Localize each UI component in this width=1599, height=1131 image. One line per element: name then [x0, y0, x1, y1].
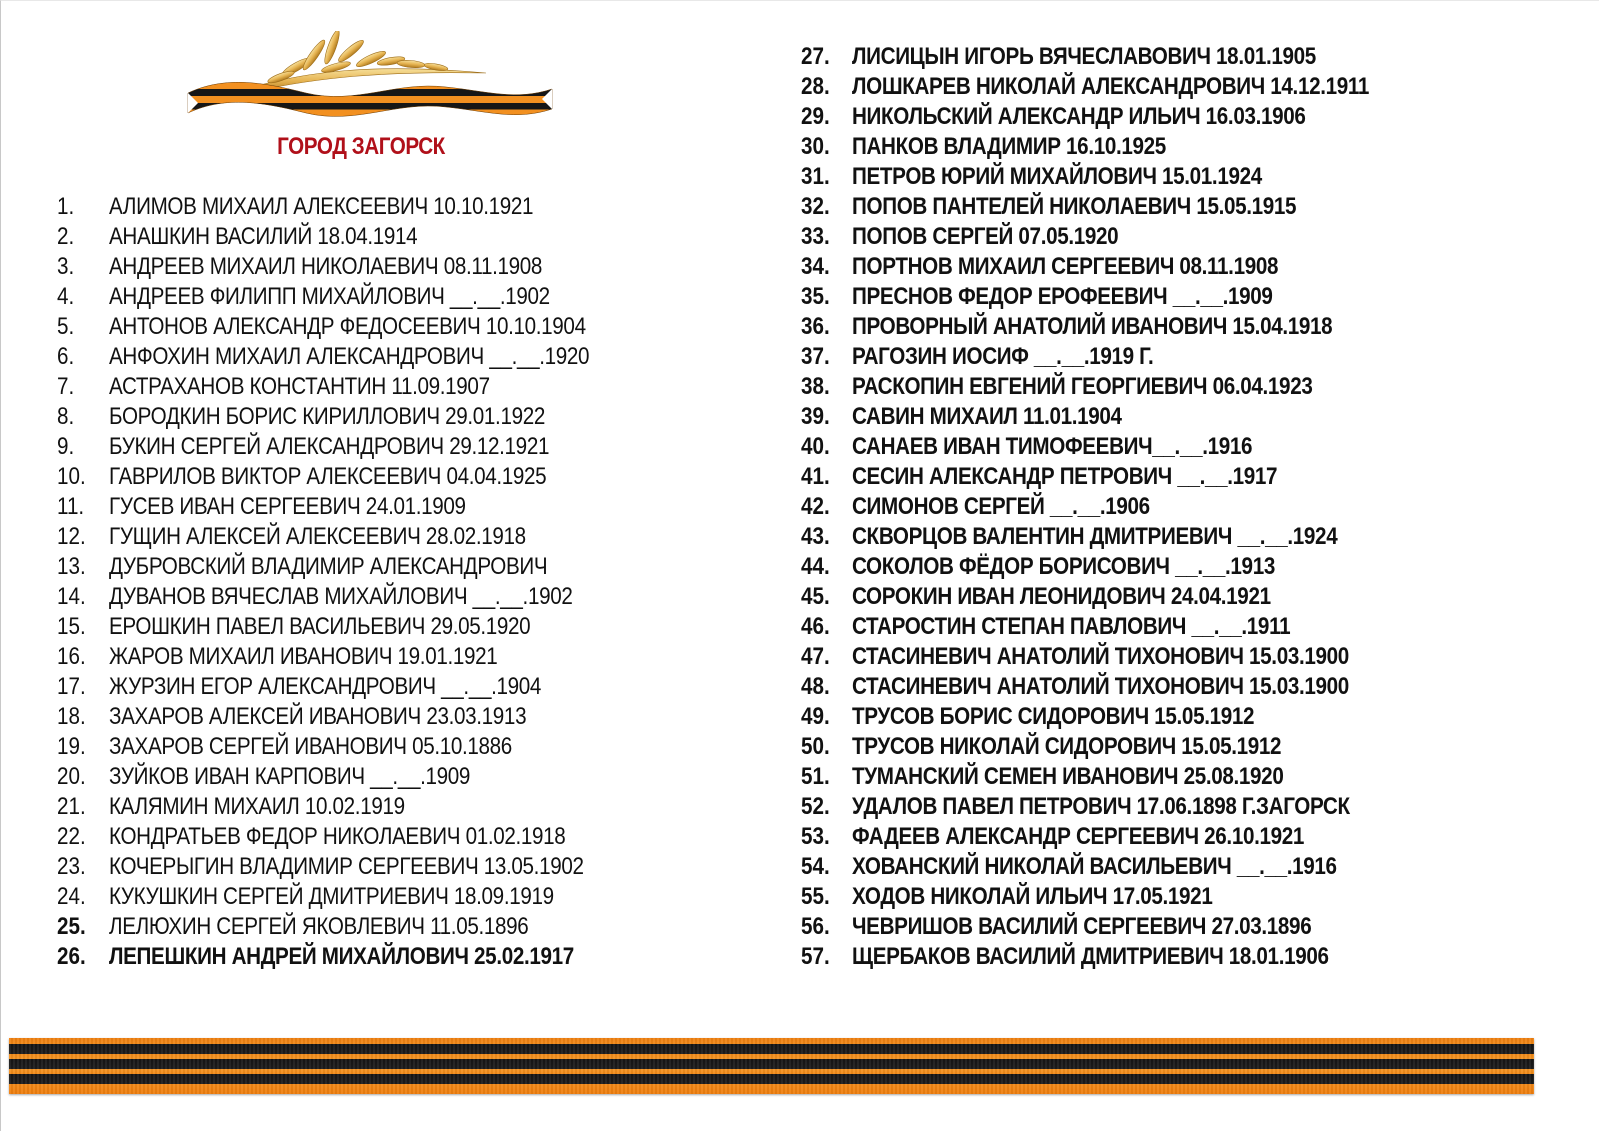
item-name-date: АНФОХИН МИХАИЛ АЛЕКСАНДРОВИЧ __.__.1920 [109, 343, 590, 370]
item-name-date: ГУСЕВ ИВАН СЕРГЕЕВИЧ 24.01.1909 [109, 493, 466, 520]
item-number: 21. [57, 793, 86, 820]
item-number: 4. [57, 283, 75, 310]
laurel-ribbon-icon [186, 31, 556, 121]
item-number: 19. [57, 733, 86, 760]
item-number: 34. [801, 253, 830, 280]
item-name-date: ЗАХАРОВ АЛЕКСЕЙ ИВАНОВИЧ 23.03.1913 [109, 703, 527, 730]
item-name-date: БОРОДКИН БОРИС КИРИЛЛОВИЧ 29.01.1922 [109, 403, 545, 430]
item-number: 48. [801, 673, 830, 700]
item-number: 1. [57, 193, 75, 220]
item-name-date: ТРУСОВ БОРИС СИДОРОВИЧ 15.05.1912 [852, 703, 1255, 730]
item-name-date: КОЧЕРЫГИН ВЛАДИМИР СЕРГЕЕВИЧ 13.05.1902 [109, 853, 584, 880]
item-number: 17. [57, 673, 86, 700]
item-number: 41. [801, 463, 830, 490]
item-number: 26. [57, 943, 86, 970]
item-number: 55. [801, 883, 830, 910]
item-name-date: ЛИСИЦЫН ИГОРЬ ВЯЧЕСЛАВОВИЧ 18.01.1905 [852, 43, 1316, 70]
item-name-date: КОНДРАТЬЕВ ФЕДОР НИКОЛАЕВИЧ 01.02.1918 [109, 823, 566, 850]
item-name-date: ЛОШКАРЕВ НИКОЛАЙ АЛЕКСАНДРОВИЧ 14.12.1911 [852, 73, 1370, 100]
item-number: 35. [801, 283, 830, 310]
item-name-date: САНАЕВ ИВАН ТИМОФЕЕВИЧ__.__.1916 [852, 433, 1253, 460]
item-name-date: ГАВРИЛОВ ВИКТОР АЛЕКСЕЕВИЧ 04.04.1925 [109, 463, 547, 490]
item-name-date: СТАРОСТИН СТЕПАН ПАВЛОВИЧ __.__.1911 [852, 613, 1291, 640]
item-name-date: ПАНКОВ ВЛАДИМИР 16.10.1925 [852, 133, 1166, 160]
item-number: 7. [57, 373, 75, 400]
item-name-date: АЛИМОВ МИХАИЛ АЛЕКСЕЕВИЧ 10.10.1921 [109, 193, 534, 220]
item-name-date: КУКУШКИН СЕРГЕЙ ДМИТРИЕВИЧ 18.09.1919 [109, 883, 554, 910]
item-number: 22. [57, 823, 86, 850]
item-number: 2. [57, 223, 75, 250]
item-name-date: ТРУСОВ НИКОЛАЙ СИДОРОВИЧ 15.05.1912 [852, 733, 1282, 760]
item-number: 13. [57, 553, 86, 580]
item-number: 49. [801, 703, 830, 730]
item-name-date: АСТРАХАНОВ КОНСТАНТИН 11.09.1907 [109, 373, 490, 400]
item-name-date: ТУМАНСКИЙ СЕМЕН ИВАНОВИЧ 25.08.1920 [852, 763, 1284, 790]
item-name-date: ЧЕВРИШОВ ВАСИЛИЙ СЕРГЕЕВИЧ 27.03.1896 [852, 913, 1312, 940]
item-name-date: РАГОЗИН ИОСИФ __.__.1919 Г. [852, 343, 1154, 370]
item-name-date: ДУВАНОВ ВЯЧЕСЛАВ МИХАЙЛОВИЧ __.__.1902 [109, 583, 573, 610]
item-number: 10. [57, 463, 86, 490]
city-title: ГОРОД ЗАГОРСК [277, 133, 445, 160]
item-number: 3. [57, 253, 75, 280]
item-name-date: ЖУРЗИН ЕГОР АЛЕКСАНДРОВИЧ __.__.1904 [109, 673, 542, 700]
item-name-date: СИМОНОВ СЕРГЕЙ __.__.1906 [852, 493, 1150, 520]
item-number: 44. [801, 553, 830, 580]
item-number: 8. [57, 403, 75, 430]
item-number: 23. [57, 853, 86, 880]
item-name-date: РАСКОПИН ЕВГЕНИЙ ГЕОРГИЕВИЧ 06.04.1923 [852, 373, 1313, 400]
item-number: 27. [801, 43, 830, 70]
item-name-date: ПОПОВ ПАНТЕЛЕЙ НИКОЛАЕВИЧ 15.05.1915 [852, 193, 1297, 220]
item-number: 16. [57, 643, 86, 670]
item-number: 38. [801, 373, 830, 400]
item-name-date: САВИН МИХАИЛ 11.01.1904 [852, 403, 1122, 430]
item-name-date: ЕРОШКИН ПАВЕЛ ВАСИЛЬЕВИЧ 29.05.1920 [109, 613, 531, 640]
item-name-date: ПОПОВ СЕРГЕЙ 07.05.1920 [852, 223, 1119, 250]
item-name-date: ХОВАНСКИЙ НИКОЛАЙ ВАСИЛЬЕВИЧ __.__.1916 [852, 853, 1337, 880]
item-number: 43. [801, 523, 830, 550]
item-name-date: АНТОНОВ АЛЕКСАНДР ФЕДОСЕЕВИЧ 10.10.1904 [109, 313, 586, 340]
item-name-date: БУКИН СЕРГЕЙ АЛЕКСАНДРОВИЧ 29.12.1921 [109, 433, 550, 460]
item-number: 53. [801, 823, 830, 850]
item-number: 52. [801, 793, 830, 820]
item-number: 14. [57, 583, 86, 610]
item-name-date: ЛЕПЕШКИН АНДРЕЙ МИХАЙЛОВИЧ 25.02.1917 [109, 943, 574, 970]
item-number: 15. [57, 613, 86, 640]
item-number: 36. [801, 313, 830, 340]
item-number: 50. [801, 733, 830, 760]
item-number: 12. [57, 523, 86, 550]
item-name-date: ЖАРОВ МИХАИЛ ИВАНОВИЧ 19.01.1921 [109, 643, 498, 670]
item-number: 37. [801, 343, 830, 370]
item-name-date: ПОРТНОВ МИХАИЛ СЕРГЕЕВИЧ 08.11.1908 [852, 253, 1279, 280]
item-name-date: УДАЛОВ ПАВЕЛ ПЕТРОВИЧ 17.06.1898 Г.ЗАГОРСК [852, 793, 1350, 820]
item-number: 45. [801, 583, 830, 610]
item-number: 51. [801, 763, 830, 790]
item-number: 32. [801, 193, 830, 220]
item-number: 24. [57, 883, 86, 910]
item-name-date: ЗАХАРОВ СЕРГЕЙ ИВАНОВИЧ 05.10.1886 [109, 733, 512, 760]
item-number: 42. [801, 493, 830, 520]
item-name-date: ФАДЕЕВ АЛЕКСАНДР СЕРГЕЕВИЧ 26.10.1921 [852, 823, 1305, 850]
item-name-date: СЕСИН АЛЕКСАНДР ПЕТРОВИЧ __.__.1917 [852, 463, 1278, 490]
item-number: 11. [57, 493, 85, 520]
item-number: 57. [801, 943, 830, 970]
item-number: 31. [801, 163, 830, 190]
item-number: 46. [801, 613, 830, 640]
item-number: 30. [801, 133, 830, 160]
item-name-date: ПРОВОРНЫЙ АНАТОЛИЙ ИВАНОВИЧ 15.04.1918 [852, 313, 1333, 340]
item-name-date: АНАШКИН ВАСИЛИЙ 18.04.1914 [109, 223, 418, 250]
item-name-date: ЩЕРБАКОВ ВАСИЛИЙ ДМИТРИЕВИЧ 18.01.1906 [852, 943, 1329, 970]
item-name-date: ХОДОВ НИКОЛАЙ ИЛЬИЧ 17.05.1921 [852, 883, 1213, 910]
item-name-date: СТАСИНЕВИЧ АНАТОЛИЙ ТИХОНОВИЧ 15.03.1900 [852, 643, 1349, 670]
item-number: 29. [801, 103, 830, 130]
item-name-date: АНДРЕЕВ ФИЛИПП МИХАЙЛОВИЧ __.__.1902 [109, 283, 550, 310]
item-name-date: ДУБРОВСКИЙ ВЛАДИМИР АЛЕКСАНДРОВИЧ [109, 553, 548, 580]
item-number: 47. [801, 643, 830, 670]
item-number: 54. [801, 853, 830, 880]
item-number: 39. [801, 403, 830, 430]
item-number: 9. [57, 433, 75, 460]
item-name-date: ПЕТРОВ ЮРИЙ МИХАЙЛОВИЧ 15.01.1924 [852, 163, 1262, 190]
item-name-date: СОКОЛОВ ФЁДОР БОРИСОВИЧ __.__.1913 [852, 553, 1275, 580]
item-number: 40. [801, 433, 830, 460]
item-number: 28. [801, 73, 830, 100]
item-number: 56. [801, 913, 830, 940]
item-number: 25. [57, 913, 86, 940]
item-number: 6. [57, 343, 75, 370]
item-name-date: ПРЕСНОВ ФЕДОР ЕРОФЕЕВИЧ __.__.1909 [852, 283, 1273, 310]
st-george-ribbon-stripe [9, 1038, 1534, 1094]
item-name-date: КАЛЯМИН МИХАИЛ 10.02.1919 [109, 793, 405, 820]
item-name-date: ЛЕЛЮХИН СЕРГЕЙ ЯКОВЛЕВИЧ 11.05.1896 [109, 913, 529, 940]
item-number: 20. [57, 763, 86, 790]
item-number: 18. [57, 703, 86, 730]
item-name-date: СКВОРЦОВ ВАЛЕНТИН ДМИТРИЕВИЧ __.__.1924 [852, 523, 1338, 550]
item-name-date: НИКОЛЬСКИЙ АЛЕКСАНДР ИЛЬИЧ 16.03.1906 [852, 103, 1306, 130]
item-name-date: СТАСИНЕВИЧ АНАТОЛИЙ ТИХОНОВИЧ 15.03.1900 [852, 673, 1349, 700]
item-name-date: ГУЩИН АЛЕКСЕЙ АЛЕКСЕЕВИЧ 28.02.1918 [109, 523, 526, 550]
item-name-date: ЗУЙКОВ ИВАН КАРПОВИЧ __.__.1909 [109, 763, 471, 790]
item-name-date: АНДРЕЕВ МИХАИЛ НИКОЛАЕВИЧ 08.11.1908 [109, 253, 543, 280]
item-number: 5. [57, 313, 75, 340]
item-name-date: СОРОКИН ИВАН ЛЕОНИДОВИЧ 24.04.1921 [852, 583, 1271, 610]
item-number: 33. [801, 223, 830, 250]
